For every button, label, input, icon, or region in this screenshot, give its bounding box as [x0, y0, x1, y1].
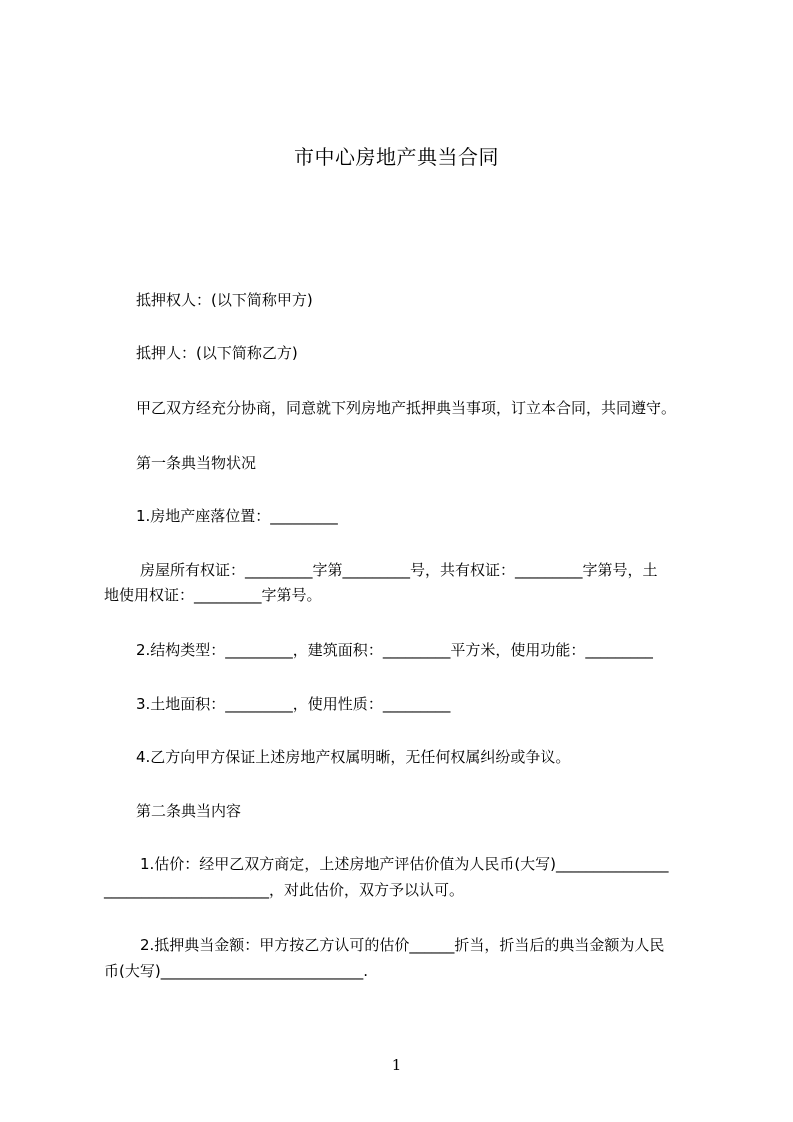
clause-1-1: 1.房地产座落位置：_________	[136, 507, 338, 525]
paragraph-mortgagor: 抵押人：(以下简称乙方)	[136, 344, 298, 362]
page-number: 1	[391, 1056, 402, 1074]
clause-1-1-certificates-line2: 地使用权证：_________字第号。	[104, 586, 322, 604]
paragraph-preamble: 甲乙双方经充分协商，同意就下列房地产抵押典当事项，订立本合同，共同遵守。	[136, 399, 677, 417]
clause-1-2: 2.结构类型：_________，建筑面积：_________平方米，使用功能：_________	[136, 641, 653, 659]
document-title: 市中心房地产典当合同	[294, 145, 499, 169]
section-heading-2: 第二条典当内容	[136, 802, 242, 820]
clause-2-1-line2: ______________________，对此估价，双方予以认可。	[104, 881, 465, 899]
clause-1-1-certificates-line1: 房屋所有权证：_________字第_________号，共有权证：_________字第号，土	[140, 561, 658, 579]
clause-2-1-line1: 1.估价：经甲乙双方商定，上述房地产评估价值为人民币(大写)_______________	[140, 855, 669, 873]
section-heading-1: 第一条典当物状况	[136, 454, 257, 472]
clause-2-2-line2: 币(大写)___________________________.	[104, 962, 368, 980]
clause-1-4: 4.乙方向甲方保证上述房地产权属明晰，无任何权属纠纷或争议。	[136, 748, 571, 766]
paragraph-mortgagee: 抵押权人：(以下简称甲方)	[136, 291, 313, 309]
clause-2-2-line1: 2.抵押典当金额：甲方按乙方认可的估价______折当，折当后的典当金额为人民	[140, 936, 665, 954]
clause-1-3: 3.土地面积：_________，使用性质：_________	[136, 695, 451, 713]
